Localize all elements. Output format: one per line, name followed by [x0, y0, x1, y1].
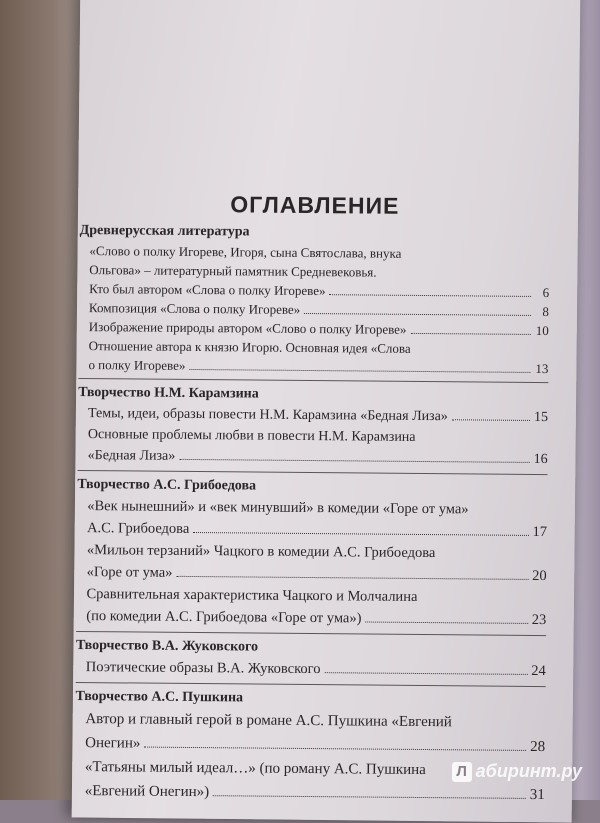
entry-text: Сравнительная характеристика Чацкого и Молчалина	[86, 586, 418, 605]
toc-entry	[78, 336, 548, 378]
watermark-text: абиринт.ру	[475, 761, 582, 781]
dot-leader	[452, 419, 530, 421]
entry-text: Автор и главный герой в романе А.С. Пушкина «Евгений	[85, 711, 452, 731]
entry-line	[75, 779, 545, 807]
section-title: Творчество Н.М. Карамзина	[78, 384, 259, 402]
toc-section	[78, 223, 549, 383]
page-number: 31	[529, 786, 545, 804]
dot-leader	[176, 576, 528, 580]
table-of-contents	[75, 190, 550, 817]
section-title: Творчество А.С. Пушкина	[75, 688, 244, 706]
toc-section	[75, 689, 546, 811]
dot-leader	[410, 333, 530, 335]
toc-entry	[76, 583, 546, 631]
toc-section	[78, 385, 549, 475]
toc-entry	[77, 539, 547, 587]
page-number: 10	[535, 322, 549, 339]
dot-leader	[193, 532, 528, 536]
page-number: 17	[532, 523, 548, 541]
entry-text: «Век нынешний» и «век минувший» в комедии «Горе от ума»	[87, 498, 469, 518]
entry-text: о полку Игореве»	[88, 357, 186, 373]
section-title: Творчество А.С. Грибоедова	[77, 476, 257, 494]
dot-leader	[325, 672, 528, 675]
entry-text: «Татьяны милый идеал…» (по роману А.С. Пушкина	[84, 759, 426, 779]
entry-text: Поэтические образы В.А. Жуковского	[85, 659, 321, 678]
toc-entry	[78, 424, 548, 470]
page-number: 13	[535, 360, 549, 377]
page-number: 23	[531, 611, 547, 629]
entry-text: Кто был автором «Слова о полку Игореве»	[89, 281, 326, 299]
toc-sections	[75, 223, 550, 811]
dot-leader	[189, 369, 530, 373]
entry-line	[76, 656, 546, 682]
dot-leader	[365, 622, 527, 624]
page-number: 6	[542, 285, 550, 301]
labirint-logo-icon: Л	[452, 762, 472, 782]
page-number: 16	[533, 451, 548, 468]
entry-text: Основные проблемы любви в повести Н.М. Карамзина	[87, 427, 416, 445]
entry-text: «Слово о полку Игореве, Игоря, сына Святослава, внука	[89, 243, 402, 261]
entry-text: (по комедии А.С. Грибоедова «Горе от ума»)	[86, 608, 362, 627]
entry-line	[78, 445, 548, 470]
dot-leader	[304, 313, 531, 316]
entry-text: «Мильон терзаний» Чацкого в комедии А.С. Грибоедова	[86, 542, 436, 562]
entry-text: «Горе от ума»	[86, 564, 173, 581]
toc-entry	[75, 707, 545, 759]
entry-text: Композиция «Слова о полку Игореве»	[88, 300, 301, 317]
page-number: 24	[531, 662, 546, 680]
dot-leader	[329, 294, 531, 297]
dot-leader	[213, 795, 526, 799]
entry-text: Отношение автора к князю Игорю. Основная идея «Слова	[88, 338, 411, 356]
toc-section	[76, 638, 546, 687]
page-number: 20	[532, 567, 547, 585]
toc-title: ОГЛАВЛЕНИЕ	[230, 191, 400, 219]
entry-line	[78, 355, 548, 378]
entry-text: Темы, идеи, образы повести Н.М. Карамзина «Бедная Лиза»	[87, 406, 448, 425]
toc-section	[76, 477, 547, 636]
entry-text: Онегин»	[85, 735, 141, 752]
dot-leader	[179, 459, 529, 463]
page-number: 8	[542, 304, 550, 320]
toc-entry	[79, 241, 549, 283]
entry-line	[76, 605, 546, 631]
dot-leader	[144, 747, 526, 751]
section-title: Творчество В.А. Жуковского	[75, 637, 259, 655]
entry-text: Ольгова» – литературный памятник Средневековья.	[89, 262, 377, 280]
toc-entry	[77, 495, 547, 543]
entry-text: «Евгений Онегин»)	[84, 783, 210, 801]
page-number: 28	[530, 738, 546, 756]
entry-text: А.С. Грибоедова	[86, 520, 190, 537]
toc-entry	[76, 656, 546, 682]
entry-line	[75, 707, 545, 735]
watermark	[452, 761, 582, 782]
section-title: Древнерусская литература	[79, 222, 250, 240]
entry-text: Изображение природы автором «Слово о полку Игореве»	[88, 319, 407, 337]
page-number: 15	[533, 409, 549, 426]
entry-text: «Бедная Лиза»	[87, 448, 176, 464]
